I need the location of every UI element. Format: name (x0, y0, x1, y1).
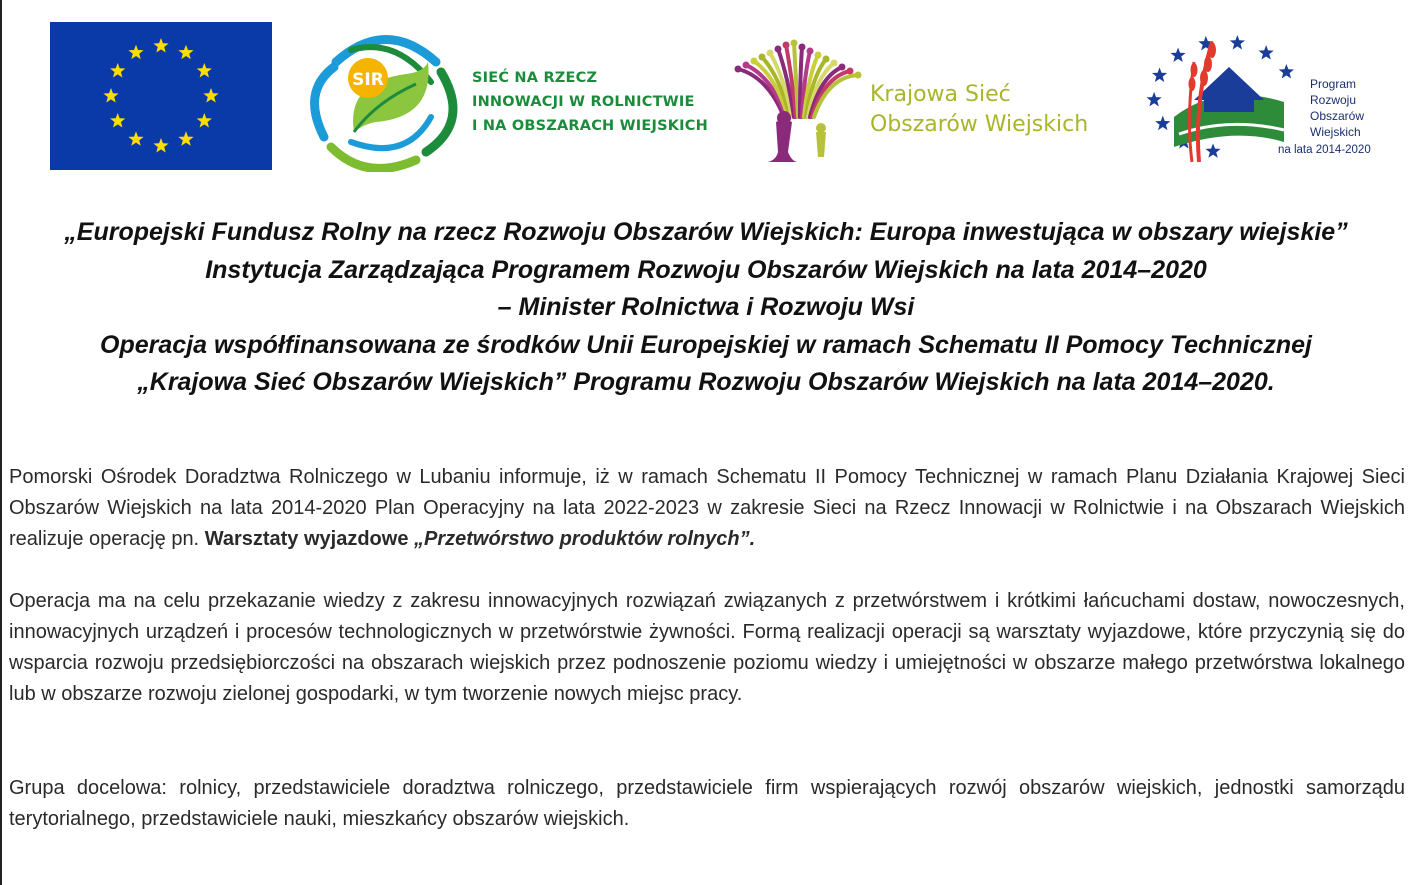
header-line-1: „Europejski Fundusz Rolny na rzecz Rozwoju Obszarów Wiejskich: Europa inwestująca w obszary wiejskie” (64, 218, 1348, 246)
prow-star-icon (1279, 64, 1294, 78)
ksow-line-2: Obszarów Wiejskich (870, 112, 1089, 137)
ksow-strand-tip (815, 52, 822, 59)
ksow-strand-tip (767, 50, 774, 57)
prow-line-4: Wiejskich (1310, 125, 1361, 139)
sir-logo (306, 22, 726, 172)
ksow-logo-icon (728, 22, 868, 177)
header-line-5: „Krajowa Sieć Obszarów Wiejskich” Programu Rozwoju Obszarów Wiejskich na lata 2014–2020. (137, 368, 1275, 396)
ksow-strand-tip (791, 40, 798, 47)
sir-line-3: I NA OBSZARACH WIEJSKICH (472, 118, 708, 134)
header-line-3: – Minister Rolnictwa i Rozwoju Wsi (497, 293, 915, 321)
prow-logo (1134, 22, 1374, 172)
prow-line-1: Program (1310, 77, 1357, 91)
sir-badge-text: SIR (352, 70, 384, 90)
prow-text (1310, 76, 1364, 140)
operation-name: Warsztaty wyjazdowe (204, 528, 415, 550)
paragraph-target-group: Grupa docelowa: rolnicy, przedstawiciele doradztwa rolniczego, przedstawiciele firm wspierających rozwój obszarów wiejskich, jednostki samorządu terytorialnego, przedstawiciele nauki, mieszkańcy obszarów wiejskich. (9, 777, 1405, 830)
ksow-logo (728, 22, 1128, 177)
left-border (0, 0, 2, 885)
ksow-strand-tip (847, 68, 854, 75)
eu-flag-icon (50, 22, 272, 170)
ksow-strand-tip (839, 64, 846, 71)
ksow-strand-tip (759, 54, 766, 61)
sir-line-2: INNOWACJI W ROLNICTWIE (472, 94, 695, 110)
header-line-2: Instytucja Zarządzająca Programem Rozwoju Obszarów Wiejskich na lata 2014–2020 (205, 255, 1207, 284)
ksow-strand-tip (775, 46, 782, 53)
funding-header (0, 214, 1412, 402)
ksow-strand-tip (735, 66, 742, 73)
eu-flag-logo (50, 22, 272, 170)
ksow-line-1: Krajowa Sieć (870, 82, 1011, 107)
sir-line-1: SIEĆ NA RZECZ (472, 70, 598, 86)
ksow-strand-tip (831, 60, 838, 67)
ksow-strand-tip (799, 44, 806, 51)
ksow-strand-tip (855, 72, 862, 79)
operation-title: „Przetwórstwo produktów rolnych”. (414, 528, 756, 550)
prow-star-icon (1146, 92, 1161, 106)
ksow-strand-tip (783, 42, 790, 49)
prow-star-icon (1259, 45, 1274, 59)
sir-logo-icon (306, 22, 466, 172)
prow-line-2: Rozwoju (1310, 93, 1357, 107)
prow-years: na lata 2014-2020 (1278, 144, 1371, 156)
announcement-text: Pomorski Ośrodek Doradztwa Rolniczego w Lubaniu informuje, iż w ramach Schematu II Pomocy Technicznej w ramach Planu Działania Krajowej Sieci Obszarów Wiejskich na lata 2014-2020 Plan Operacyjny na lata 2022-2023 w zakresie Sieci na Rzecz Innowacji w Rolnictwie i na Obszarach Wiejskich realizuje operację pn. (9, 466, 1405, 550)
prow-star-icon (1155, 116, 1170, 130)
ksow-strand-tip (751, 58, 758, 65)
ksow-text (870, 80, 1088, 140)
ksow-strand-tip (823, 56, 830, 63)
prow-star-icon (1152, 68, 1167, 82)
ksow-strand-tip (743, 62, 750, 69)
prow-star-icon (1170, 47, 1185, 61)
paragraph-goal: Operacja ma na celu przekazanie wiedzy z zakresu innowacyjnych rozwiązań związanych z przetwórstwem i krótkimi łańcuchami dostaw, nowoczesnych, innowacyjnych urządzeń i procesów technologicznych w przetwórstwie żywności. Formą realizacji operacji są warsztaty wyjazdowe, które przyczynią się do wsparcia rozwoju przedsiębiorczości na obszarach wiejskich przez podnoszenie poziomu wiedzy i umiejętności w obszarze małego przetwórstwa lokalnego lub w obszarze rozwoju zielonej gospodarki, w tym tworzenie nowych miejsc pracy. (9, 590, 1405, 705)
paragraph-announcement (9, 462, 1405, 555)
prow-star-icon (1205, 143, 1220, 157)
sir-text (472, 66, 708, 138)
ksow-strand-tip (807, 48, 814, 55)
prow-line-3: Obszarów (1310, 109, 1365, 123)
header-line-4: Operacja współfinansowana ze środków Unii Europejskiej w ramach Schematu II Pomocy Technicznej (100, 330, 1312, 359)
prow-star-icon (1230, 35, 1245, 49)
